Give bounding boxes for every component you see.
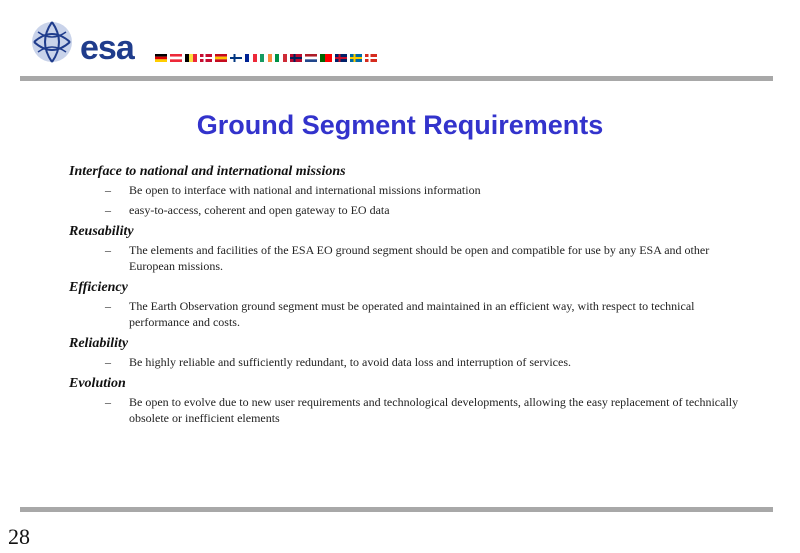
germany-flag	[155, 54, 167, 62]
bullet-dash: –	[105, 355, 111, 369]
section-items	[69, 182, 749, 218]
page-number: 28	[8, 524, 30, 549]
list-item	[69, 394, 749, 426]
section-items	[69, 394, 749, 426]
section-items	[69, 354, 749, 370]
section-heading: Interface to national and international missions	[69, 164, 346, 179]
list-item-text: easy-to-access, coherent and open gateway to EO data	[129, 203, 390, 217]
bullet-dash: –	[105, 183, 111, 197]
list-item	[69, 354, 749, 370]
footer-divider	[20, 507, 773, 512]
header-divider	[20, 76, 773, 81]
list-item-text: Be open to evolve due to new user requirements and technological developments, allowing the easy replacement of technically obsolete or inefficient elements	[129, 395, 739, 425]
spain-flag	[215, 54, 227, 62]
section-heading: Evolution	[69, 376, 126, 391]
belgium-flag	[185, 54, 197, 62]
member-flags	[155, 54, 377, 62]
list-item	[69, 242, 749, 274]
list-item-text: Be highly reliable and sufficiently redundant, to avoid data loss and interruption of services.	[129, 355, 571, 369]
list-item	[69, 182, 749, 198]
list-item-text: The elements and facilities of the ESA EO ground segment should be open and compatible for use by any ESA and other European missions.	[129, 243, 710, 273]
bullet-dash: –	[105, 299, 111, 313]
bullet-dash: –	[105, 243, 111, 257]
uk-flag	[335, 54, 347, 62]
finland-flag	[230, 54, 242, 62]
esa-globe-icon	[30, 20, 80, 64]
austria-flag	[170, 54, 182, 62]
section-heading: Reusability	[69, 224, 134, 239]
section-items	[69, 298, 749, 330]
switzerland-flag	[365, 54, 377, 62]
norway-flag	[290, 54, 302, 62]
logo-text: esa	[80, 29, 134, 67]
list-item-text: Be open to interface with national and international missions information	[129, 183, 481, 197]
italy-flag	[275, 54, 287, 62]
ireland-flag	[260, 54, 272, 62]
list-item	[69, 202, 749, 218]
slide-title: Ground Segment Requirements	[196, 110, 604, 140]
section-heading: Efficiency	[69, 280, 128, 295]
requirements-list	[69, 162, 749, 430]
bullet-dash: –	[105, 203, 111, 217]
section-items	[69, 242, 749, 274]
section-heading: Reliability	[69, 336, 129, 351]
list-item	[69, 298, 749, 330]
denmark-flag	[200, 54, 212, 62]
list-item-text: The Earth Observation ground segment must be operated and maintained in an efficient way, with respect to technical performance and costs.	[129, 299, 695, 329]
sweden-flag	[350, 54, 362, 62]
bullet-dash: –	[105, 395, 111, 409]
netherlands-flag	[305, 54, 317, 62]
france-flag	[245, 54, 257, 62]
portugal-flag	[320, 54, 332, 62]
